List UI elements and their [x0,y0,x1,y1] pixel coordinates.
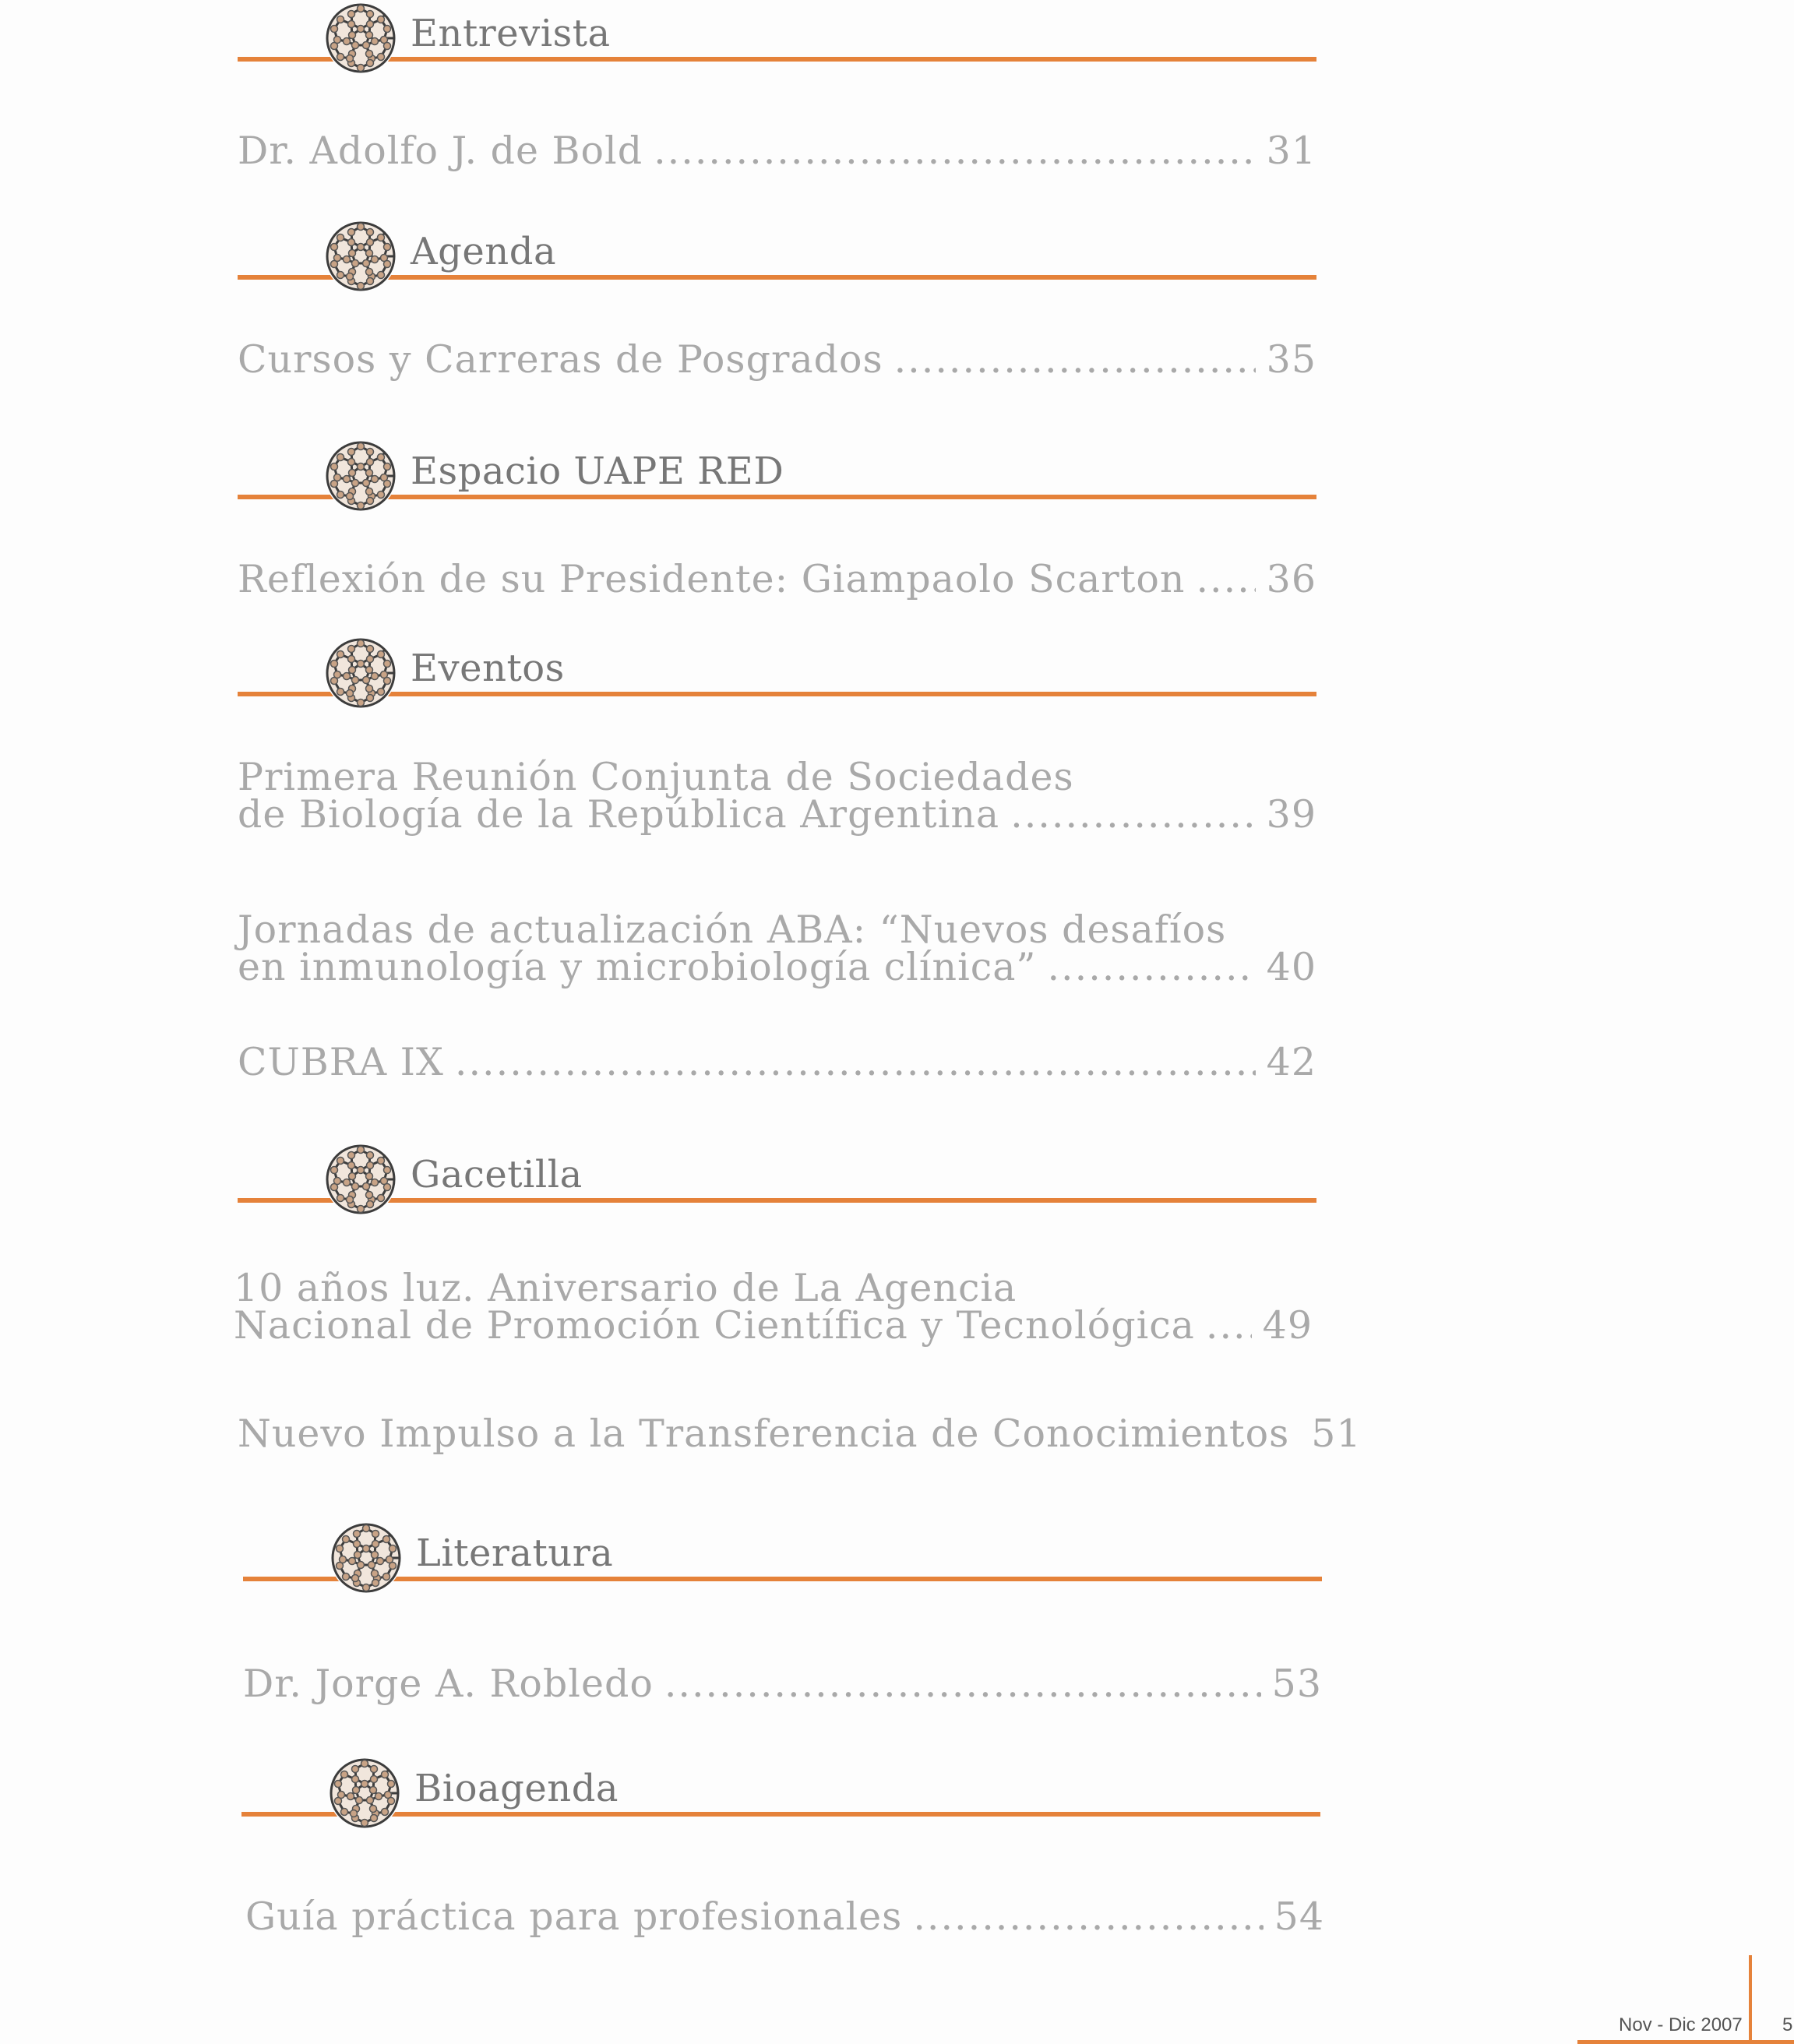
fullerene-molecule-icon [325,440,397,512]
toc-entry-page: 40 [1266,945,1316,989]
toc-entry-page: 35 [1266,337,1316,382]
section-heading-literatura [243,1503,1322,1581]
section-rule [238,57,1316,62]
toc-entry-title: Dr. Adolfo J. de Bold [238,129,643,173]
toc-entry-page: 51 [1311,1411,1362,1456]
toc-entry[interactable] [245,1894,1324,1939]
toc-entry-title-line: Nacional de Promoción Científica y Tecnológica [234,1303,1195,1348]
leader-dots [1047,949,1255,986]
toc-entry-title-line: de Biología de la República Argentina [238,792,1000,837]
toc-entry-title: Cursos y Carreras de Posgrados [238,337,883,382]
leader-dots [894,341,1256,379]
section-title: Eventos [411,647,565,690]
section-heading-espacio-uape-red [238,421,1316,499]
toc-entry-page: 39 [1266,792,1316,837]
footer-issue-date: Nov - Dic 2007 [1619,2014,1743,2035]
toc-entry-title-line: Jornadas de actualización ABA: “Nuevos desafíos [238,907,1227,952]
toc-entry-title: CUBRA IX [238,1040,444,1084]
leader-dots [1010,796,1255,833]
toc-entry[interactable] [234,1266,1313,1348]
toc-entry-title-line: Primera Reunión Conjunta de Sociedades [238,755,1074,799]
fullerene-molecule-icon [325,220,397,292]
toc-entry[interactable] [238,129,1316,173]
toc-entry[interactable] [238,755,1316,837]
footer-divider [1749,1955,1752,2044]
toc-entry-page: 36 [1266,557,1316,601]
toc-entry-title: Reflexión de su Presidente: Giampaolo Scarton [238,557,1186,601]
toc-entry[interactable] [238,1040,1316,1084]
toc-entry-page: 49 [1262,1303,1313,1348]
toc-entry-page: 54 [1274,1894,1324,1939]
section-heading-eventos [238,618,1316,696]
toc-entry-page: 53 [1271,1662,1322,1706]
toc-entry-title: Dr. Jorge A. Robledo [243,1662,654,1706]
toc-entry[interactable] [238,907,1316,989]
toc-entry-title-line: 10 años luz. Aniversario de La Agencia [234,1266,1017,1310]
section-rule [241,1812,1320,1817]
footer-rule [1577,2040,1794,2044]
section-rule [238,692,1316,696]
leader-dots [1206,1307,1252,1344]
fullerene-molecule-icon [325,1144,397,1215]
leader-dots [455,1044,1256,1081]
section-title: Literatura [416,1531,614,1575]
toc-entry-page: 31 [1266,129,1316,173]
section-rule [238,495,1316,499]
leader-dots [1196,561,1255,598]
section-rule [238,275,1316,280]
section-title: Espacio UAPE RED [411,449,784,493]
toc-entry[interactable] [243,1662,1322,1706]
fullerene-molecule-icon [325,637,397,709]
section-heading-gacetilla [238,1125,1316,1203]
fullerene-molecule-icon [330,1522,402,1594]
leader-dots [654,132,1256,170]
section-rule [238,1198,1316,1203]
fullerene-molecule-icon [325,2,397,74]
section-heading-agenda [238,202,1316,280]
toc-entry[interactable] [238,337,1316,382]
leader-dots [913,1898,1263,1936]
section-title: Agenda [411,230,557,273]
toc-entry-title: Nuevo Impulso a la Transferencia de Conocimientos [238,1411,1290,1456]
section-title: Entrevista [411,12,611,55]
section-heading-entrevista [238,0,1316,62]
section-rule [243,1577,1322,1581]
leader-dots [664,1665,1261,1703]
footer-page-number: 5 [1782,2014,1793,2035]
toc-entry-title: Guía práctica para profesionales [245,1894,903,1939]
toc-entry-title-line: en inmunología y microbiología clínica” [238,945,1037,989]
section-title: Bioagenda [414,1767,619,1810]
section-title: Gacetilla [411,1153,583,1196]
toc-entry[interactable] [238,557,1316,601]
toc-entry-page: 42 [1266,1040,1316,1084]
fullerene-molecule-icon [329,1757,400,1829]
toc-entry[interactable] [238,1411,1362,1456]
section-heading-bioagenda [241,1739,1320,1817]
